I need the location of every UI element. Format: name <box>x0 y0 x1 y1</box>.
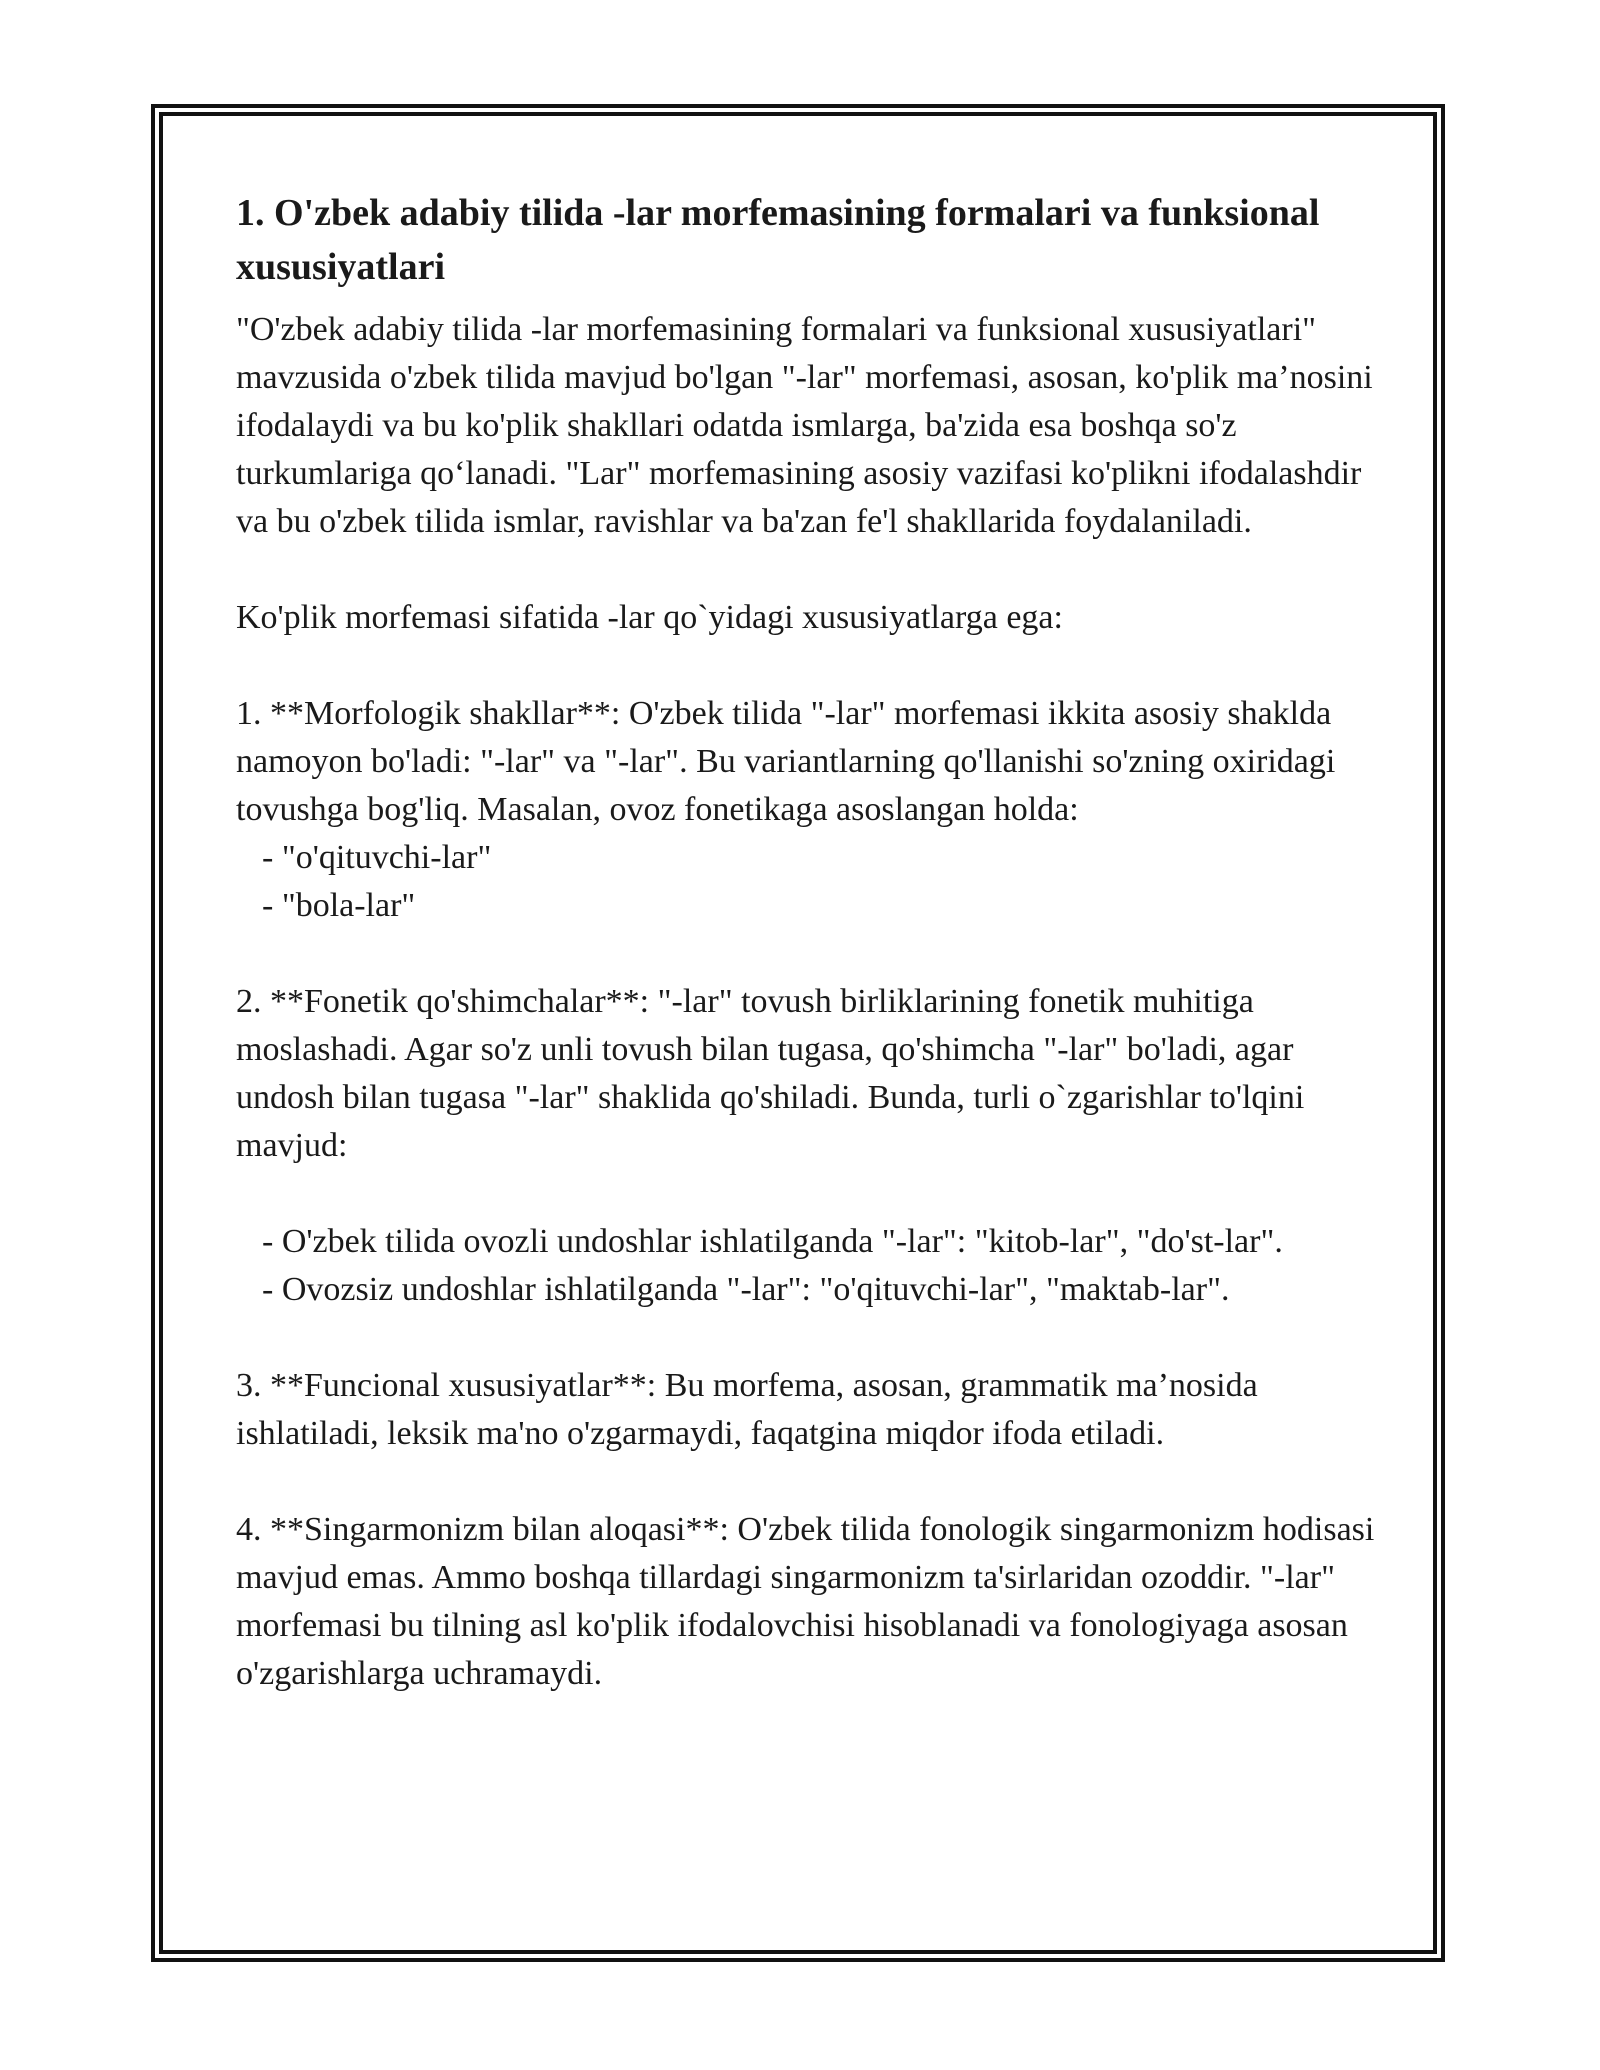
spacer <box>236 1314 1376 1362</box>
spacer <box>236 930 1376 978</box>
item-3-text: 3. **Funcional xususiyatlar**: Bu morfema, asosan, grammatik ma’nosida ishlatiladi, leksik ma'no o'zgarmaydi, faqatgina miqdor ifoda etiladi. <box>236 1367 1258 1452</box>
item-1-example: - "bola-lar" <box>262 887 416 924</box>
item-2-text: 2. **Fonetik qo'shimchalar**: "-lar" tovush birliklarining fonetik muhitiga moslashadi. Agar so'z unli tovush bilan tugasa, qo'shimcha "-lar" bo'ladi, agar undosh bilan tugasa "-lar" shaklida qo'shiladi. Bunda, turli o`zgarishlar to'lqini mavjud: <box>236 983 1305 1164</box>
item-4-text: 4. **Singarmonizm bilan aloqasi**: O'zbek tilida fonologik singarmonizm hodisasi mavjud emas. Ammo boshqa tillardagi singarmonizm ta'sirlaridan ozoddir. "-lar" morfemasi bu tilning asl ko'plik ifodalovchisi hisoblanadi va fonologiyaga asosan o'zgarishlarga uchramaydi. <box>236 1511 1375 1692</box>
document-body <box>236 186 1376 1698</box>
spacer <box>236 1170 1376 1218</box>
item-2-example: - O'zbek tilida ovozli undoshlar ishlatilganda "-lar": "kitob-lar", "do'st-lar". <box>262 1223 1283 1260</box>
lead-paragraph: Ko'plik morfemasi sifatida -lar qo`yidagi xususiyatlarga ega: <box>236 599 1063 636</box>
document-title: 1. O'zbek adabiy tilida -lar morfemasining formalari va funksional xususiyatlari <box>236 192 1320 288</box>
spacer <box>236 1458 1376 1506</box>
spacer <box>236 546 1376 594</box>
item-1-example: - "o'qituvchi-lar" <box>262 839 492 876</box>
item-1-text: 1. **Morfologik shakllar**: O'zbek tilida "-lar" morfemasi ikkita asosiy shaklda namoyon bo'ladi: "-lar" va "-lar". Bu variantlarning qo'llanishi so'zning oxiridagi tovushga bog'liq. Masalan, ovoz fonetikaga asoslangan holda: <box>236 695 1336 828</box>
intro-paragraph: "O'zbek adabiy tilida -lar morfemasining formalari va funksional xususiyatlari" mavzusida o'zbek tilida mavjud bo'lgan "-lar" morfemasi, asosan, ko'plik ma’nosini ifodalaydi va bu ko'plik shakllari odatda ismlarga, ba'zida esa boshqa so'z turkumlariga qo‘lanadi. "Lar" morfemasining asosiy vazifasi ko'plikni ifodalashdir va bu o'zbek tilida ismlar, ravishlar va ba'zan fe'l shakllarida foydalaniladi. <box>236 311 1373 540</box>
spacer <box>236 642 1376 690</box>
item-2-example: - Ovozsiz undoshlar ishlatilganda "-lar": "o'qituvchi-lar", "maktab-lar". <box>262 1271 1230 1308</box>
